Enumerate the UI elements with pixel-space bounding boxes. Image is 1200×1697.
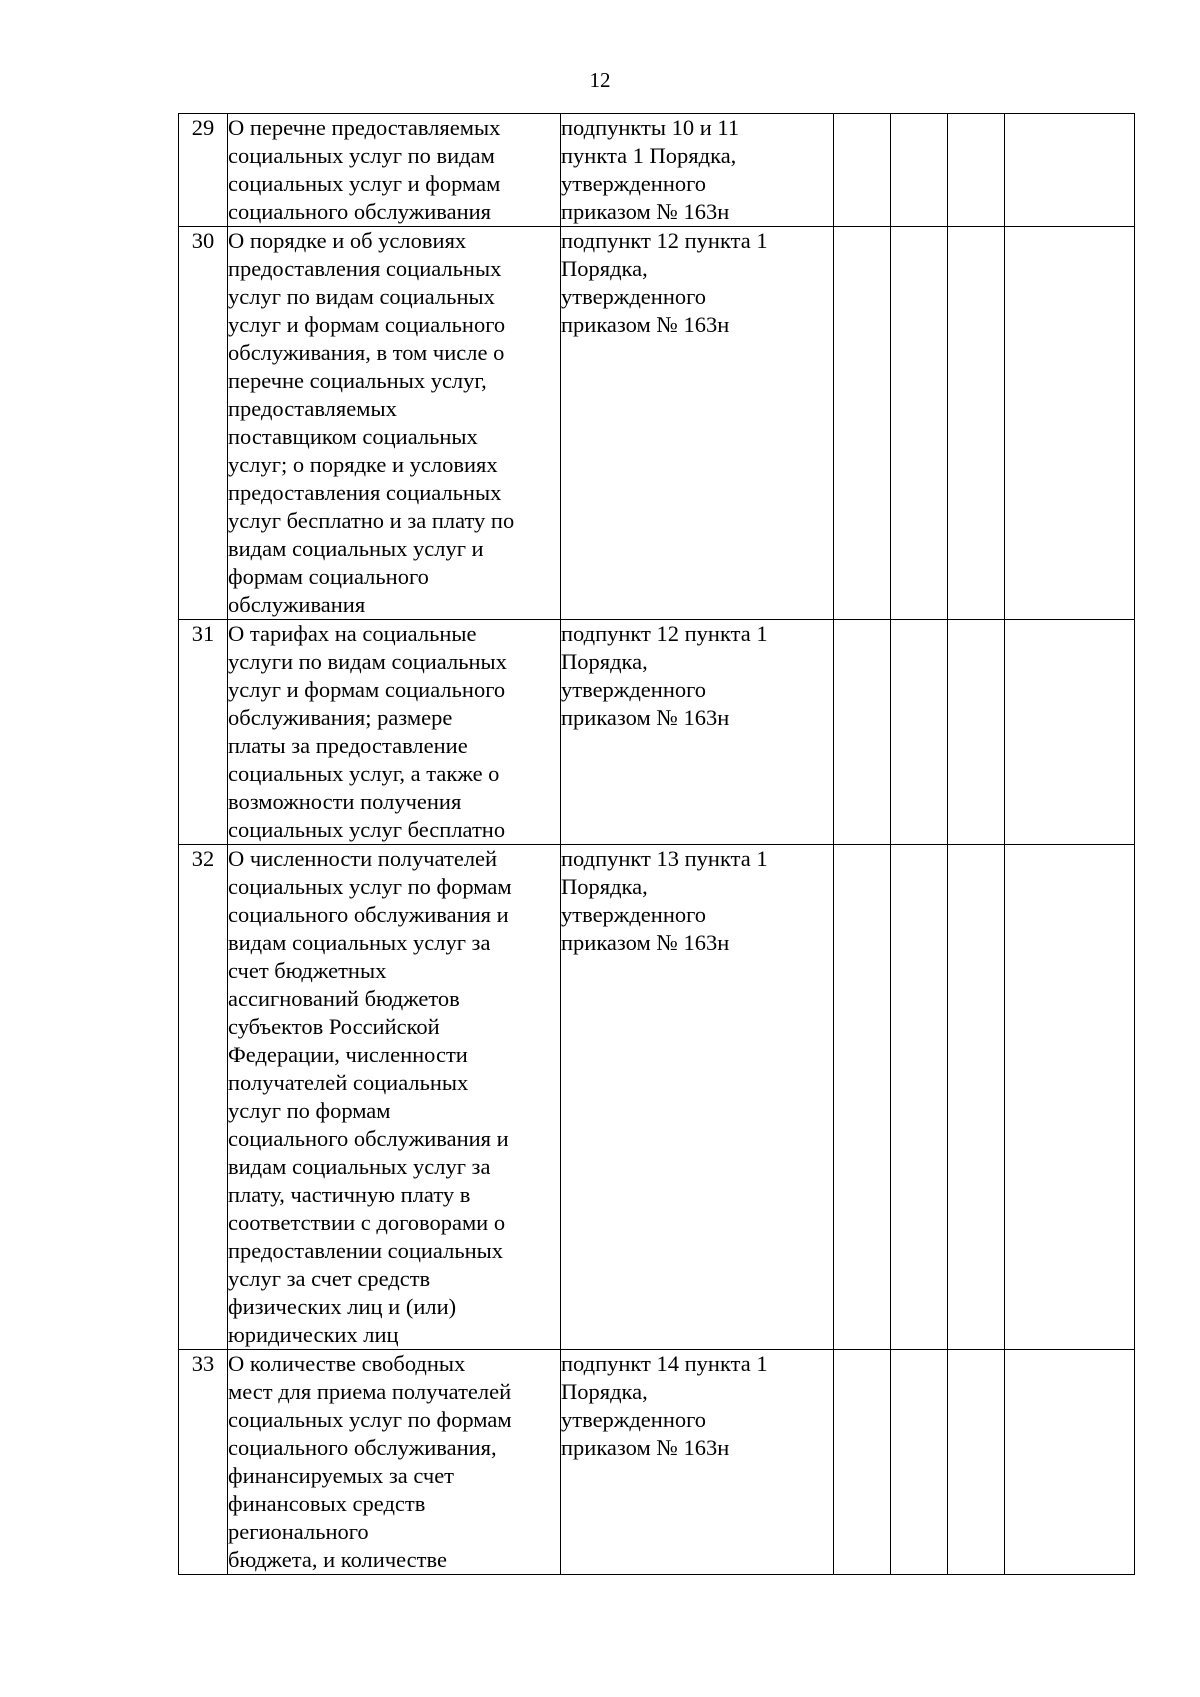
topic-line: ассигнований бюджетов bbox=[228, 986, 460, 1011]
table-row bbox=[179, 227, 1135, 620]
topic-line: социального обслуживания и bbox=[228, 902, 509, 927]
empty-cell bbox=[834, 620, 891, 845]
topic-line: социальных услуг по видам bbox=[228, 143, 495, 168]
empty-cell bbox=[948, 620, 1005, 845]
empty-cell bbox=[948, 1350, 1005, 1575]
topic-line: предоставления социальных bbox=[228, 480, 502, 505]
topic-line: видам социальных услуг и bbox=[228, 536, 484, 561]
topic-line: услуг за счет средств bbox=[228, 1266, 431, 1291]
topic-line: предоставления социальных bbox=[228, 256, 502, 281]
topic-line: финансируемых за счет bbox=[228, 1463, 455, 1488]
row-number: 29 bbox=[179, 114, 228, 227]
topic-line: бюджета, и количестве bbox=[228, 1547, 447, 1572]
reference-line: утвержденного bbox=[561, 284, 707, 309]
topic-line: услуг по видам социальных bbox=[228, 284, 495, 309]
empty-cell bbox=[834, 1350, 891, 1575]
topic-line: социальных услуг по формам bbox=[228, 874, 512, 899]
topic-line: О количестве свободных bbox=[228, 1351, 466, 1376]
topic-line: обслуживания bbox=[228, 592, 366, 617]
topic-line: перечне социальных услуг, bbox=[228, 368, 487, 393]
topic-line: регионального bbox=[228, 1519, 369, 1544]
topic-cell bbox=[228, 1350, 561, 1575]
row-number: 33 bbox=[179, 1350, 228, 1575]
topic-line: формам социального bbox=[228, 564, 429, 589]
topic-line: социальных услуг и формам bbox=[228, 171, 501, 196]
table-body bbox=[179, 114, 1135, 1575]
reference-line: подпункты 10 и 11 bbox=[561, 115, 740, 140]
topic-cell bbox=[228, 114, 561, 227]
topic-line: социальных услуг по формам bbox=[228, 1407, 512, 1432]
empty-cell bbox=[1005, 1350, 1135, 1575]
reference-line: подпункт 12 пункта 1 bbox=[561, 621, 768, 646]
row-number: 30 bbox=[179, 227, 228, 620]
table-row bbox=[179, 845, 1135, 1350]
row-number: 31 bbox=[179, 620, 228, 845]
empty-cell bbox=[1005, 114, 1135, 227]
table-row bbox=[179, 620, 1135, 845]
empty-cell bbox=[891, 114, 948, 227]
empty-cell bbox=[1005, 227, 1135, 620]
reference-line: подпункт 14 пункта 1 bbox=[561, 1351, 768, 1376]
reference-line: приказом № 163н bbox=[561, 1435, 730, 1460]
reference-line: приказом № 163н bbox=[561, 930, 730, 955]
topic-line: видам социальных услуг за bbox=[228, 1154, 491, 1179]
topic-line: О порядке и об условиях bbox=[228, 228, 467, 253]
reference-line: Порядка, bbox=[561, 649, 648, 674]
empty-cell bbox=[834, 845, 891, 1350]
empty-cell bbox=[834, 227, 891, 620]
topic-line: О численности получателей bbox=[228, 846, 498, 871]
topic-line: соответствии с договорами о bbox=[228, 1210, 506, 1235]
topic-line: плату, частичную плату в bbox=[228, 1182, 471, 1207]
reference-line: приказом № 163н bbox=[561, 199, 730, 224]
topic-line: социальных услуг, а также о bbox=[228, 761, 500, 786]
topic-line: обслуживания; размере bbox=[228, 705, 453, 730]
reference-cell bbox=[561, 227, 834, 620]
reference-line: приказом № 163н bbox=[561, 312, 730, 337]
page-number: 12 bbox=[589, 68, 611, 92]
reference-cell bbox=[561, 620, 834, 845]
reference-line: утвержденного bbox=[561, 171, 707, 196]
topic-line: видам социальных услуг за bbox=[228, 930, 491, 955]
reference-cell bbox=[561, 845, 834, 1350]
reference-line: пункта 1 Порядка, bbox=[561, 143, 737, 168]
table-row bbox=[179, 114, 1135, 227]
topic-line: социального обслуживания, bbox=[228, 1435, 497, 1460]
topic-line: социальных услуг бесплатно bbox=[228, 817, 506, 842]
row-number: 32 bbox=[179, 845, 228, 1350]
empty-cell bbox=[891, 1350, 948, 1575]
reference-line: утвержденного bbox=[561, 1407, 707, 1432]
topic-line: услуг по формам bbox=[228, 1098, 391, 1123]
empty-cell bbox=[948, 114, 1005, 227]
topic-line: услуг бесплатно и за плату по bbox=[228, 508, 515, 533]
topic-line: счет бюджетных bbox=[228, 958, 387, 983]
topic-line: финансовых средств bbox=[228, 1491, 426, 1516]
topic-line: социального обслуживания и bbox=[228, 1126, 509, 1151]
topic-line: получателей социальных bbox=[228, 1070, 469, 1095]
topic-cell bbox=[228, 620, 561, 845]
empty-cell bbox=[1005, 620, 1135, 845]
reference-line: утвержденного bbox=[561, 677, 707, 702]
reference-line: подпункт 12 пункта 1 bbox=[561, 228, 768, 253]
reference-line: утвержденного bbox=[561, 902, 707, 927]
table-row bbox=[179, 1350, 1135, 1575]
reference-cell bbox=[561, 114, 834, 227]
empty-cell bbox=[891, 620, 948, 845]
topic-line: юридических лиц bbox=[228, 1322, 399, 1347]
topic-line: возможности получения bbox=[228, 789, 462, 814]
topic-line: платы за предоставление bbox=[228, 733, 468, 758]
empty-cell bbox=[1005, 845, 1135, 1350]
topic-line: услуг и формам социального bbox=[228, 677, 506, 702]
topic-line: Федерации, численности bbox=[228, 1042, 468, 1067]
topic-line: мест для приема получателей bbox=[228, 1379, 512, 1404]
empty-cell bbox=[834, 114, 891, 227]
reference-line: Порядка, bbox=[561, 1379, 648, 1404]
topic-line: О перечне предоставляемых bbox=[228, 115, 501, 140]
topic-cell bbox=[228, 845, 561, 1350]
empty-cell bbox=[891, 845, 948, 1350]
reference-line: Порядка, bbox=[561, 256, 648, 281]
topic-line: О тарифах на социальные bbox=[228, 621, 477, 646]
topic-line: услуг; о порядке и условиях bbox=[228, 452, 498, 477]
empty-cell bbox=[891, 227, 948, 620]
reference-line: Порядка, bbox=[561, 874, 648, 899]
topic-line: социального обслуживания bbox=[228, 199, 492, 224]
empty-cell bbox=[948, 845, 1005, 1350]
topic-line: услуг и формам социального bbox=[228, 312, 506, 337]
topic-line: субъектов Российской bbox=[228, 1014, 440, 1039]
topic-line: обслуживания, в том числе о bbox=[228, 340, 505, 365]
topic-line: поставщиком социальных bbox=[228, 424, 478, 449]
topic-line: услуги по видам социальных bbox=[228, 649, 507, 674]
topic-cell bbox=[228, 227, 561, 620]
reference-cell bbox=[561, 1350, 834, 1575]
reference-line: подпункт 13 пункта 1 bbox=[561, 846, 768, 871]
reference-line: приказом № 163н bbox=[561, 705, 730, 730]
empty-cell bbox=[948, 227, 1005, 620]
document-table bbox=[178, 113, 1135, 1575]
topic-line: предоставляемых bbox=[228, 396, 397, 421]
topic-line: предоставлении социальных bbox=[228, 1238, 504, 1263]
topic-line: физических лиц и (или) bbox=[228, 1294, 457, 1319]
